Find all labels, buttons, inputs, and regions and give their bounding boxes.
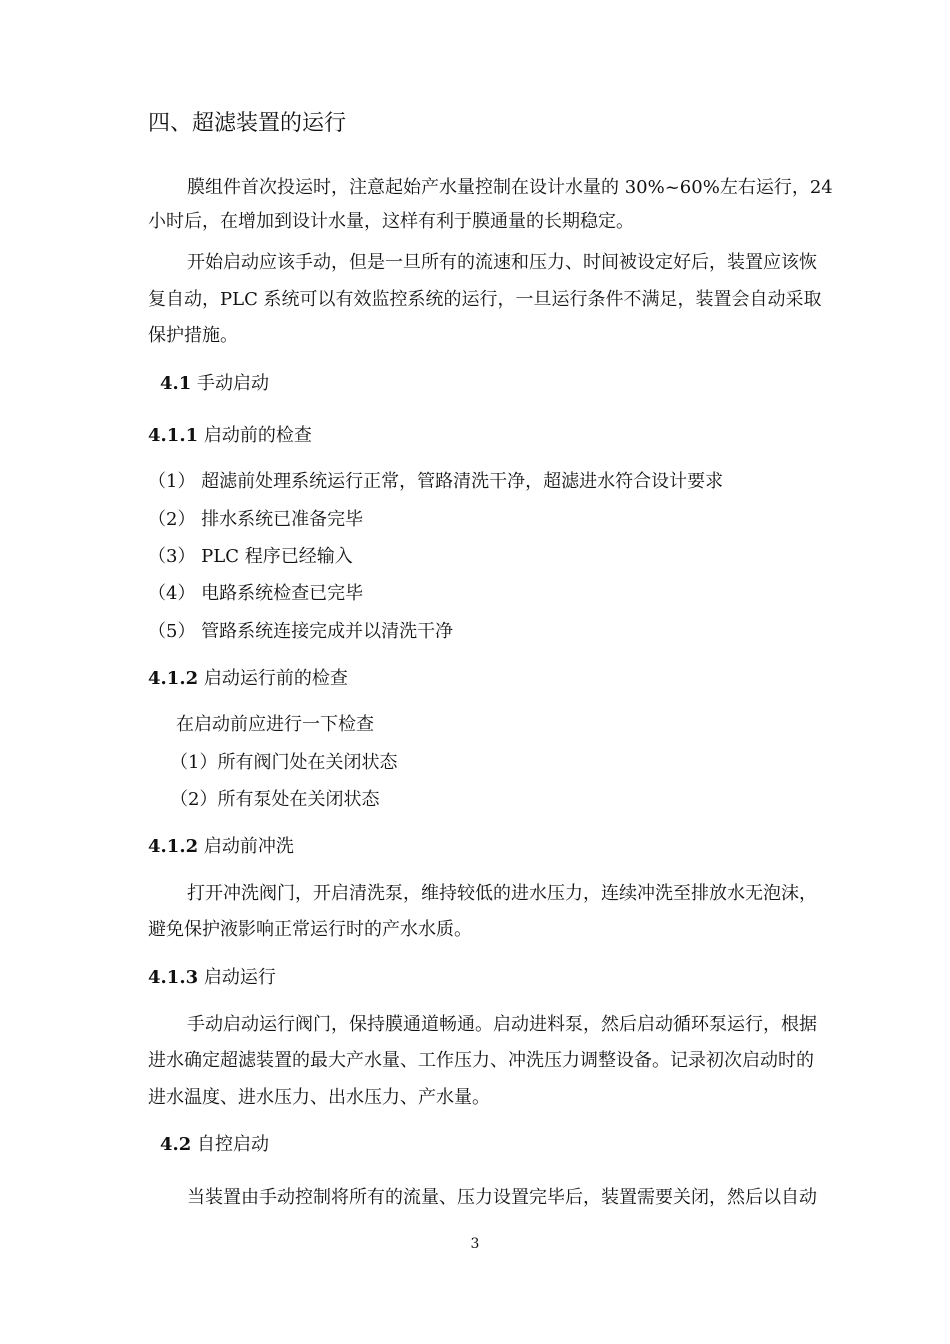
auto-line-1: 当装置由手动控制将所有的流量、压力设置完毕后，装置需要关闭，然后以自动	[187, 1187, 817, 1208]
flush-line-2: 避免保护液影响正常运行时的产水水质。	[148, 919, 472, 940]
heading-4-1	[160, 372, 269, 396]
heading-4-1-2-flush	[148, 835, 294, 859]
checklist-item: （4） 电路系统检查已完毕	[148, 583, 364, 604]
heading-4-1-3	[148, 966, 276, 990]
run-line-3: 进水温度、进水压力、出水压力、产水量。	[148, 1087, 490, 1108]
heading-4-1-1	[148, 424, 312, 448]
precheck-item: （2）所有泵处在关闭状态	[170, 789, 380, 810]
run-line-2: 进水确定超滤装置的最大产水量、工作压力、冲洗压力调整设备。记录初次启动时的	[148, 1050, 814, 1071]
flush-line-1: 打开冲洗阀门，开启清洗泵，维持较低的进水压力，连续冲洗至排放水无泡沫，	[187, 883, 817, 904]
heading-number: 4.1.2	[148, 836, 199, 857]
paragraph-2-line-3: 保护措施。	[148, 325, 238, 346]
heading-text: 自控启动	[191, 1134, 270, 1155]
paragraph-1-line-1: 膜组件首次投运时，注意起始产水量控制在设计水量的 30%~60%左右运行，24	[187, 177, 833, 198]
run-line-1: 手动启动运行阀门，保持膜通道畅通。启动进料泵，然后启动循环泵运行，根据	[187, 1014, 817, 1035]
heading-4-1-2-precheck	[148, 667, 348, 691]
heading-text: 启动前冲洗	[198, 836, 294, 857]
paragraph-1-line-2: 小时后，在增加到设计水量，这样有利于膜通量的长期稳定。	[148, 211, 634, 232]
precheck-item: （1）所有阀门处在关闭状态	[170, 752, 398, 773]
paragraph-2-line-2: 复自动，PLC 系统可以有效监控系统的运行，一旦运行条件不满足，装置会自动采取	[148, 289, 822, 310]
heading-text: 启动运行	[198, 967, 276, 988]
paragraph-2-line-1: 开始启动应该手动，但是一旦所有的流速和压力、时间被设定好后，装置应该恢	[187, 252, 817, 273]
heading-text: 启动运行前的检查	[198, 668, 348, 689]
checklist-item: （2） 排水系统已准备完毕	[148, 509, 364, 530]
heading-number: 4.1.3	[148, 967, 199, 988]
checklist-item: （5） 管路系统连接完成并以清洗干净	[148, 621, 454, 642]
section-title: 四、超滤装置的运行	[148, 111, 347, 136]
heading-text: 启动前的检查	[198, 425, 312, 446]
heading-number: 4.2	[160, 1134, 192, 1155]
heading-text: 手动启动	[191, 373, 270, 394]
precheck-intro: 在启动前应进行一下检查	[176, 714, 374, 735]
checklist-item: （3） PLC 程序已经输入	[148, 546, 353, 567]
heading-number: 4.1.2	[148, 668, 199, 689]
heading-number: 4.1.1	[148, 425, 199, 446]
page-number: 3	[470, 1236, 480, 1252]
heading-4-2	[160, 1133, 269, 1157]
heading-number: 4.1	[160, 373, 192, 394]
checklist-item: （1） 超滤前处理系统运行正常，管路清洗干净，超滤进水符合设计要求	[148, 471, 724, 492]
